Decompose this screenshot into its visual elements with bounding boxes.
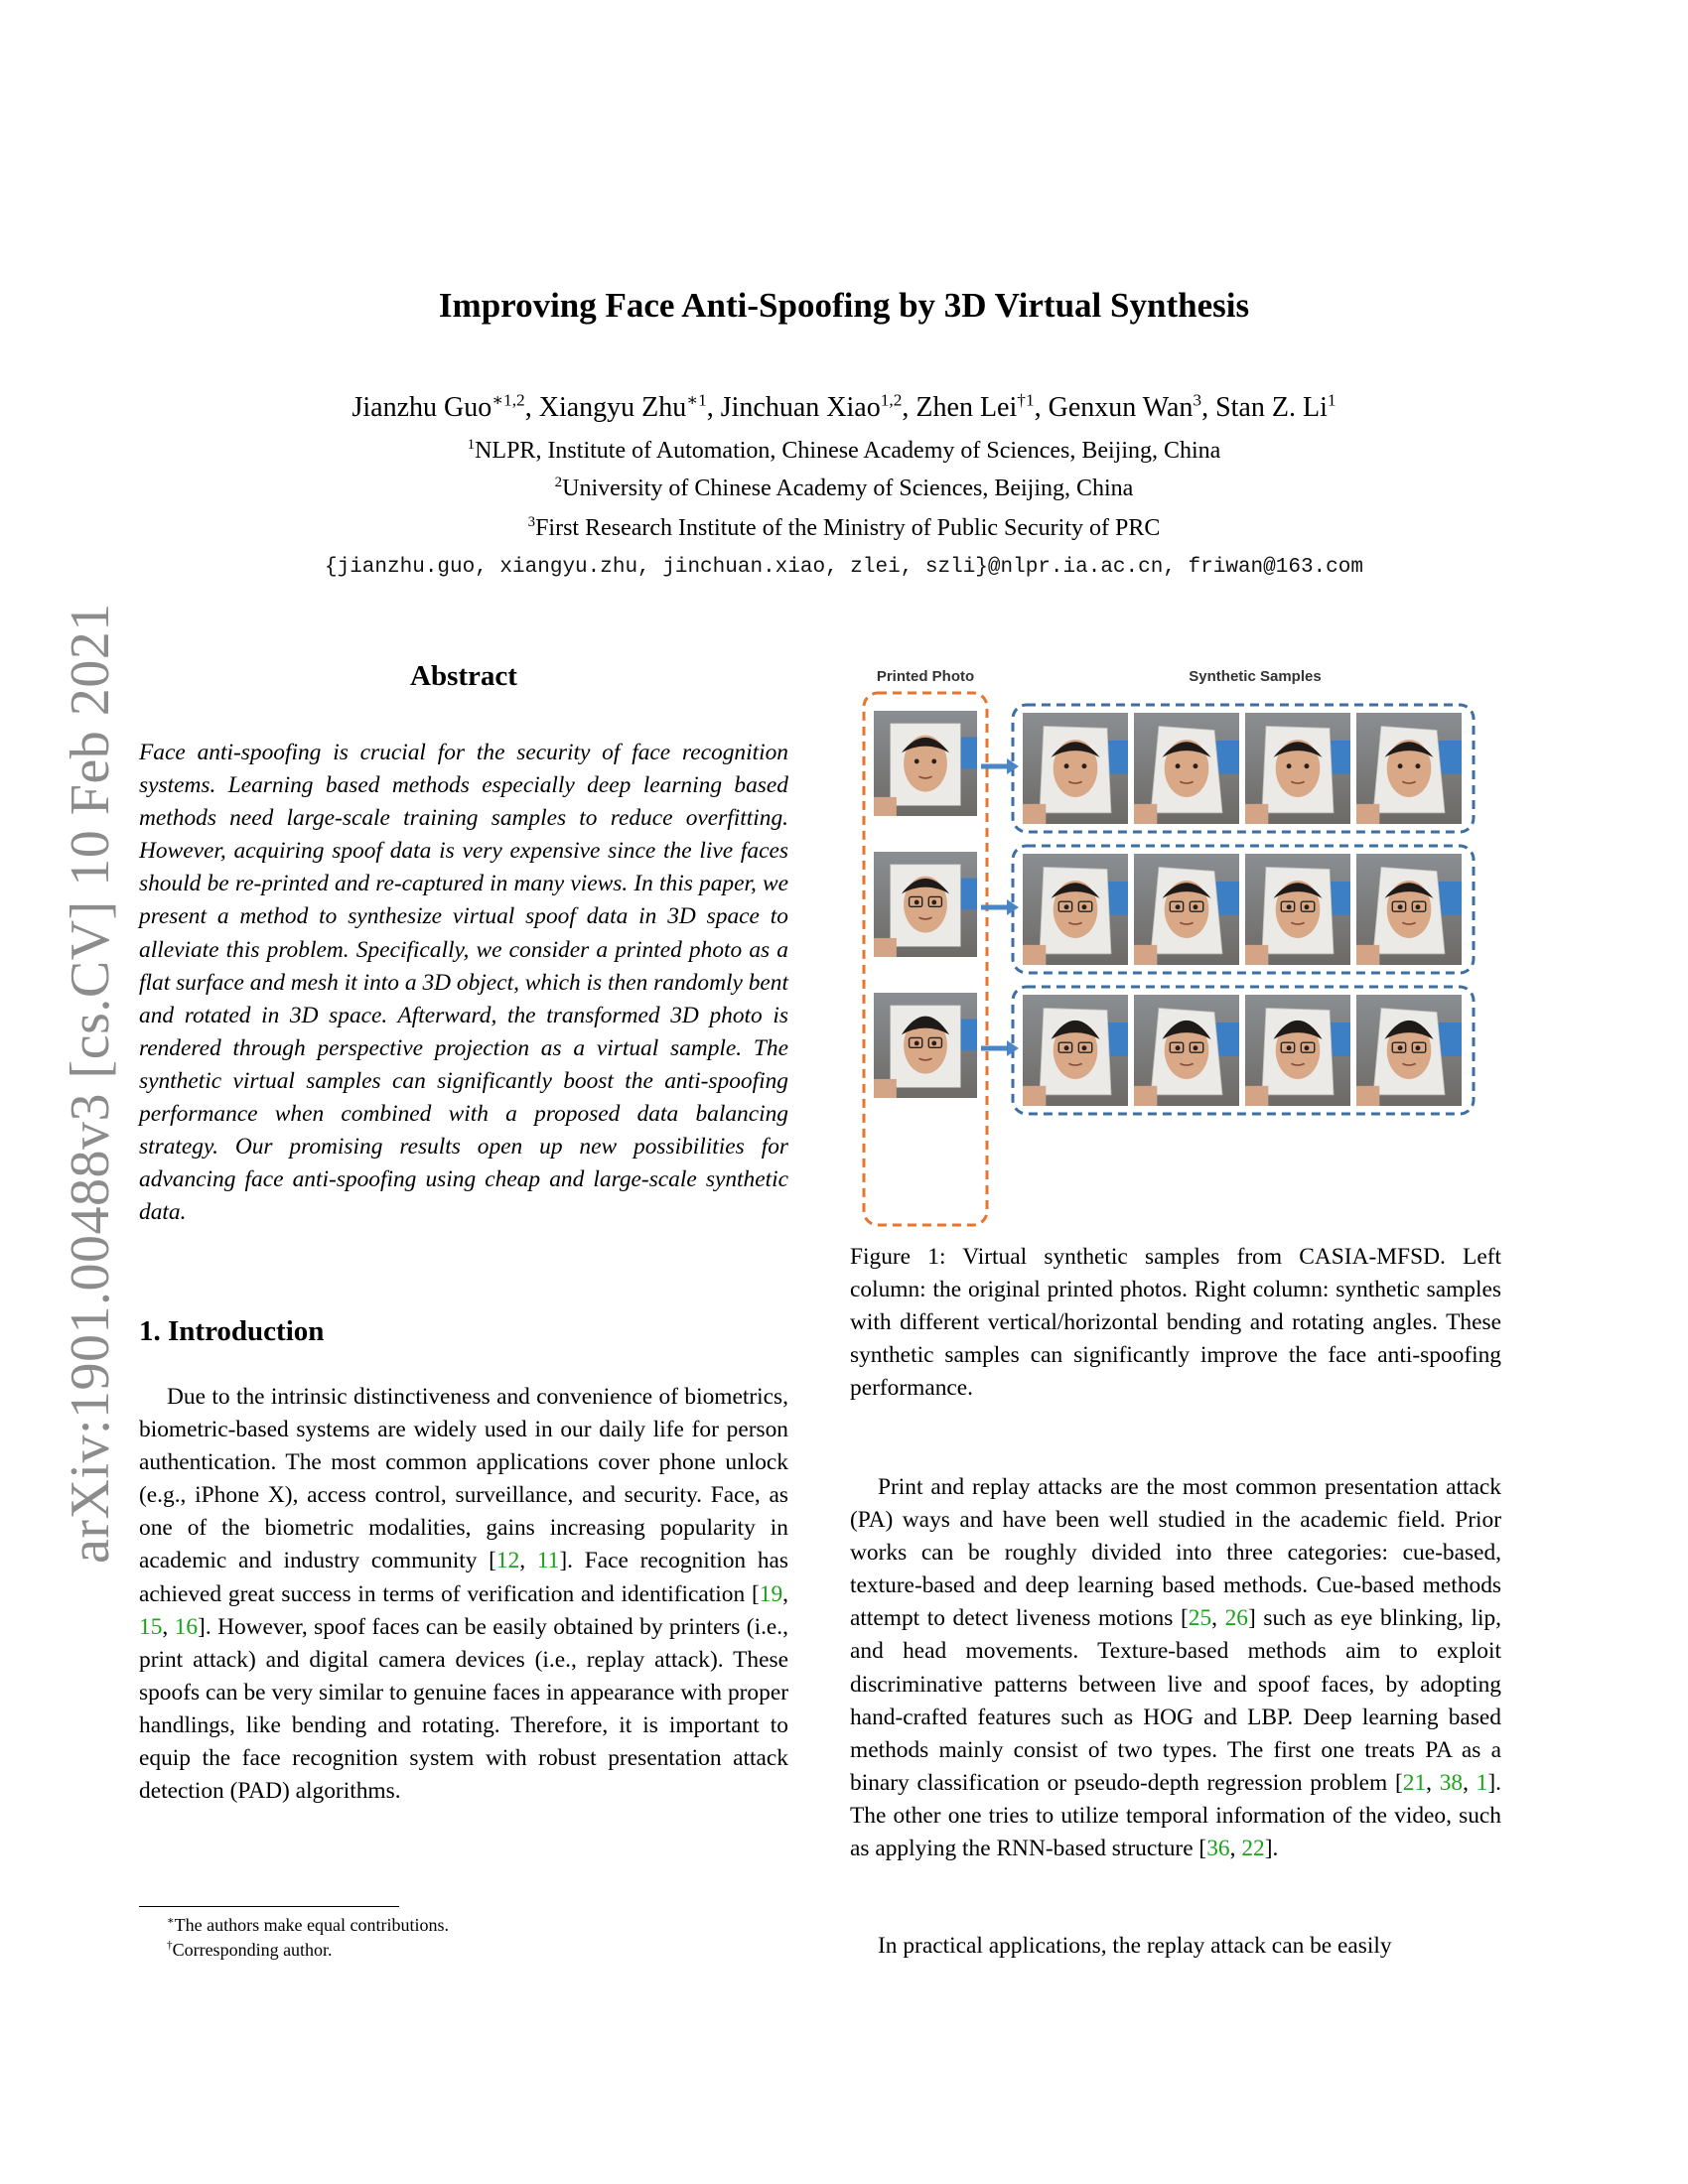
synthetic-sample-photo: [1356, 713, 1462, 824]
author-name: Jianzhu Guo: [352, 392, 492, 423]
author-affiliation-mark: ∗1,2: [492, 390, 525, 410]
eye-mark: [1287, 1045, 1292, 1050]
footnote-1: ∗The authors make equal contributions.: [167, 1915, 450, 1935]
figure-row: [874, 705, 1474, 832]
introduction-heading: 1. Introduction: [139, 1315, 325, 1347]
author-list: Jianzhu Guo$^{∗1,2}$, Xiangyu Zhu$^{∗1}$, Jinchuan Xiao$^{1,2}$, Zhen Lei$^{\dagger 1}$, Genxun Wan$^3$, Stan Z. Li$^1$: [352, 390, 1336, 423]
hand-shape: [1356, 945, 1379, 965]
hand-shape: [1134, 945, 1157, 965]
eye-mark: [1304, 904, 1309, 909]
synthetic-sample-photo: [1134, 713, 1239, 824]
hand-shape: [1023, 1086, 1046, 1106]
figure-1-caption: Figure 1: Virtual synthetic samples from CASIA-MFSD. Left column: the original printed photos. Right column: synthetic samples with different vertical/horizontal bending and rotating angles. These synthetic samples can significantly improve the face anti-spoofing performance.: [850, 1244, 1501, 1402]
hand-shape: [874, 938, 897, 957]
eye-mark: [931, 759, 936, 764]
hand-shape: [1356, 804, 1379, 824]
eye-mark: [1415, 904, 1420, 909]
affiliation-1: $^1$NLPR, Institute of Automation, Chinese Academy of Sciences, Beijing, China: [467, 437, 1221, 464]
citation-link[interactable]: 26: [1224, 1605, 1248, 1632]
hand-shape: [1245, 1086, 1268, 1106]
eye-mark: [914, 1041, 919, 1046]
right-column-paragraph: Print and replay attacks are the most common presentation attack (PA) ways and have been well studied in the academic field. Prior works can be roughly divided into three categories: cue-based, texture-based and deep learning based methods. Cue-based methods attempt to detect liveness motions [25, 26] such as eye blinking, lip, and head movements. Texture-based methods aim to exploit discriminative patterns between live and spoof faces, by adopting hand-crafted features such as HOG and LBP. Deep learning based methods mainly consist of two types. The first one treats PA as a binary classification or pseudo-depth regression problem [21, 38, 1]. The other one tries to utilize temporal information of the video, such as applying the RNN-based structure [36, 22].: [850, 1474, 1501, 1862]
hand-shape: [1245, 945, 1268, 965]
citation-link[interactable]: 11: [536, 1548, 560, 1574]
original-printed-photo: [874, 711, 977, 816]
hand-shape: [1023, 804, 1046, 824]
synthetic-sample-photo: [1245, 713, 1350, 824]
hand-shape: [1134, 804, 1157, 824]
hand-shape: [1134, 1086, 1157, 1106]
synthetic-samples-label: Synthetic Samples: [1189, 668, 1322, 685]
citation-link[interactable]: 1: [1476, 1769, 1488, 1796]
hand-shape: [1245, 804, 1268, 824]
eye-mark: [1064, 904, 1069, 909]
eye-mark: [1287, 763, 1292, 768]
synthetic-sample-photo: [1134, 995, 1239, 1106]
author-affiliation-mark: 3: [1193, 390, 1202, 410]
citation-link[interactable]: 38: [1439, 1769, 1464, 1796]
citation-link[interactable]: 19: [759, 1580, 783, 1607]
author-name: Xiangyu Zhu: [538, 392, 687, 423]
citation-link[interactable]: 16: [174, 1613, 199, 1640]
introduction-paragraph: Due to the intrinsic distinctiveness and convenience of biometrics, biometric-based systems are widely used in our daily life for person authentication. The most common applications cover phone unlock (e.g., iPhone X), access control, surveillance, and security. Face, as one of the biometric modalities, gains increasing popularity in academic and industry community [12, 11]. Face recognition has achieved great success in terms of verification and identification [19, 15, 16]. However, spoof faces can be easily obtained by printers (i.e., print attack) and digital camera devices (i.e., replay attack). These spoofs can be very similar to genuine faces in appearance with proper handlings, like bending and rotating. Therefore, it is important to equip the face recognition system with robust presentation attack detection (PAD) algorithms.: [139, 1384, 788, 1805]
eye-mark: [1176, 1045, 1181, 1050]
abstract-heading: Abstract: [410, 660, 517, 692]
citation-link[interactable]: 15: [139, 1613, 163, 1640]
synthetic-sample-photo: [1023, 854, 1128, 965]
eye-mark: [1287, 904, 1292, 909]
synthetic-sample-photo: [1356, 995, 1462, 1106]
eye-mark: [1398, 1045, 1403, 1050]
eye-mark: [1176, 763, 1181, 768]
synthetic-sample-photo: [1023, 713, 1128, 824]
eye-mark: [1081, 904, 1086, 909]
eye-mark: [1193, 904, 1197, 909]
citation-link[interactable]: 25: [1188, 1605, 1212, 1632]
original-printed-photo: [874, 993, 977, 1098]
right-column-paragraph-2: In practical applications, the replay attack can be easily: [878, 1933, 1392, 1959]
figure-row: [874, 846, 1474, 973]
eye-mark: [914, 900, 919, 905]
citation-link[interactable]: 22: [1241, 1836, 1265, 1862]
synthetic-sample-photo: [1356, 854, 1462, 965]
citation-link[interactable]: 21: [1402, 1769, 1427, 1796]
eye-mark: [1398, 763, 1403, 768]
synthetic-sample-photo: [1023, 995, 1128, 1106]
affiliation-2: $^2$University of Chinese Academy of Sciences, Beijing, China: [554, 475, 1134, 501]
eye-mark: [1193, 763, 1197, 768]
author-affiliation-mark: 1: [1327, 390, 1336, 410]
email-line: {jianzhu.guo, xiangyu.zhu, jinchuan.xiao, zlei, szli}@nlpr.ia.ac.cn, friwan@163.com: [325, 556, 1363, 579]
synthetic-sample-photo: [1134, 854, 1239, 965]
author-name: Zhen Lei: [915, 392, 1018, 423]
author-name: Stan Z. Li: [1215, 392, 1328, 423]
footnote-rule: [139, 1906, 399, 1907]
footnote-2: †Corresponding author.: [167, 1940, 333, 1960]
eye-mark: [1081, 1045, 1086, 1050]
hand-shape: [1023, 945, 1046, 965]
abstract-text: Face anti-spoofing is crucial for the security of face recognition systems. Learning based methods especially deep learning based methods need large-scale training samples to reduce overfitting. However, acquiring spoof data is very expensive since the live faces should be re-printed and re-captured in many views. In this paper, we present a method to synthesize virtual spoof data in 3D space to alleviate this problem. Specifically, we consider a printed photo as a flat surface and mesh it into a 3D object, which is then randomly bent and rotated in 3D space. Afterward, the transformed 3D photo is rendered through perspective projection as a virtual sample. The synthetic virtual samples can significantly boost the anti-spoofing performance when combined with a proposed data balancing strategy. Our promising results open up new possibilities for advancing face anti-spoofing using cheap and large-scale synthetic data.: [139, 740, 788, 1226]
author-affiliation-mark: †1: [1017, 390, 1035, 410]
figure-row: [874, 987, 1474, 1114]
author-name: Jinchuan Xiao: [720, 392, 881, 423]
eye-mark: [1398, 904, 1403, 909]
eye-mark: [1176, 904, 1181, 909]
eye-mark: [931, 900, 936, 905]
hand-shape: [874, 797, 897, 816]
synthetic-sample-photo: [1245, 854, 1350, 965]
eye-mark: [931, 1041, 936, 1046]
eye-mark: [1193, 1045, 1197, 1050]
figure-1: [848, 665, 1499, 1231]
hand-shape: [874, 1079, 897, 1098]
affiliation-3: $^3$First Research Institute of the Ministry of Public Security of PRC: [527, 514, 1161, 541]
eye-mark: [1064, 1045, 1069, 1050]
citation-link[interactable]: 36: [1206, 1836, 1230, 1862]
eye-mark: [1304, 1045, 1309, 1050]
eye-mark: [1415, 763, 1420, 768]
author-name: Genxun Wan: [1048, 392, 1194, 423]
original-printed-photo: [874, 852, 977, 957]
figure-1-graphic: [848, 665, 1499, 1231]
paper-title: Improving Face Anti-Spoofing by 3D Virtual Synthesis: [438, 286, 1250, 325]
arxiv-side-stamp: [44, 581, 137, 1564]
printed-photo-label: Printed Photo: [876, 668, 975, 685]
hand-shape: [1356, 1086, 1379, 1106]
eye-mark: [1064, 763, 1069, 768]
author-affiliation-mark: 1,2: [880, 390, 903, 410]
eye-mark: [1081, 763, 1086, 768]
eye-mark: [914, 759, 919, 764]
arxiv-stamp-text: arXiv:1901.00488v3 [cs.CV] 10 Feb 2021: [60, 603, 121, 1564]
citation-link[interactable]: 12: [495, 1548, 520, 1574]
eye-mark: [1304, 763, 1309, 768]
author-affiliation-mark: ∗1: [686, 390, 707, 410]
eye-mark: [1415, 1045, 1420, 1050]
synthetic-sample-photo: [1245, 995, 1350, 1106]
